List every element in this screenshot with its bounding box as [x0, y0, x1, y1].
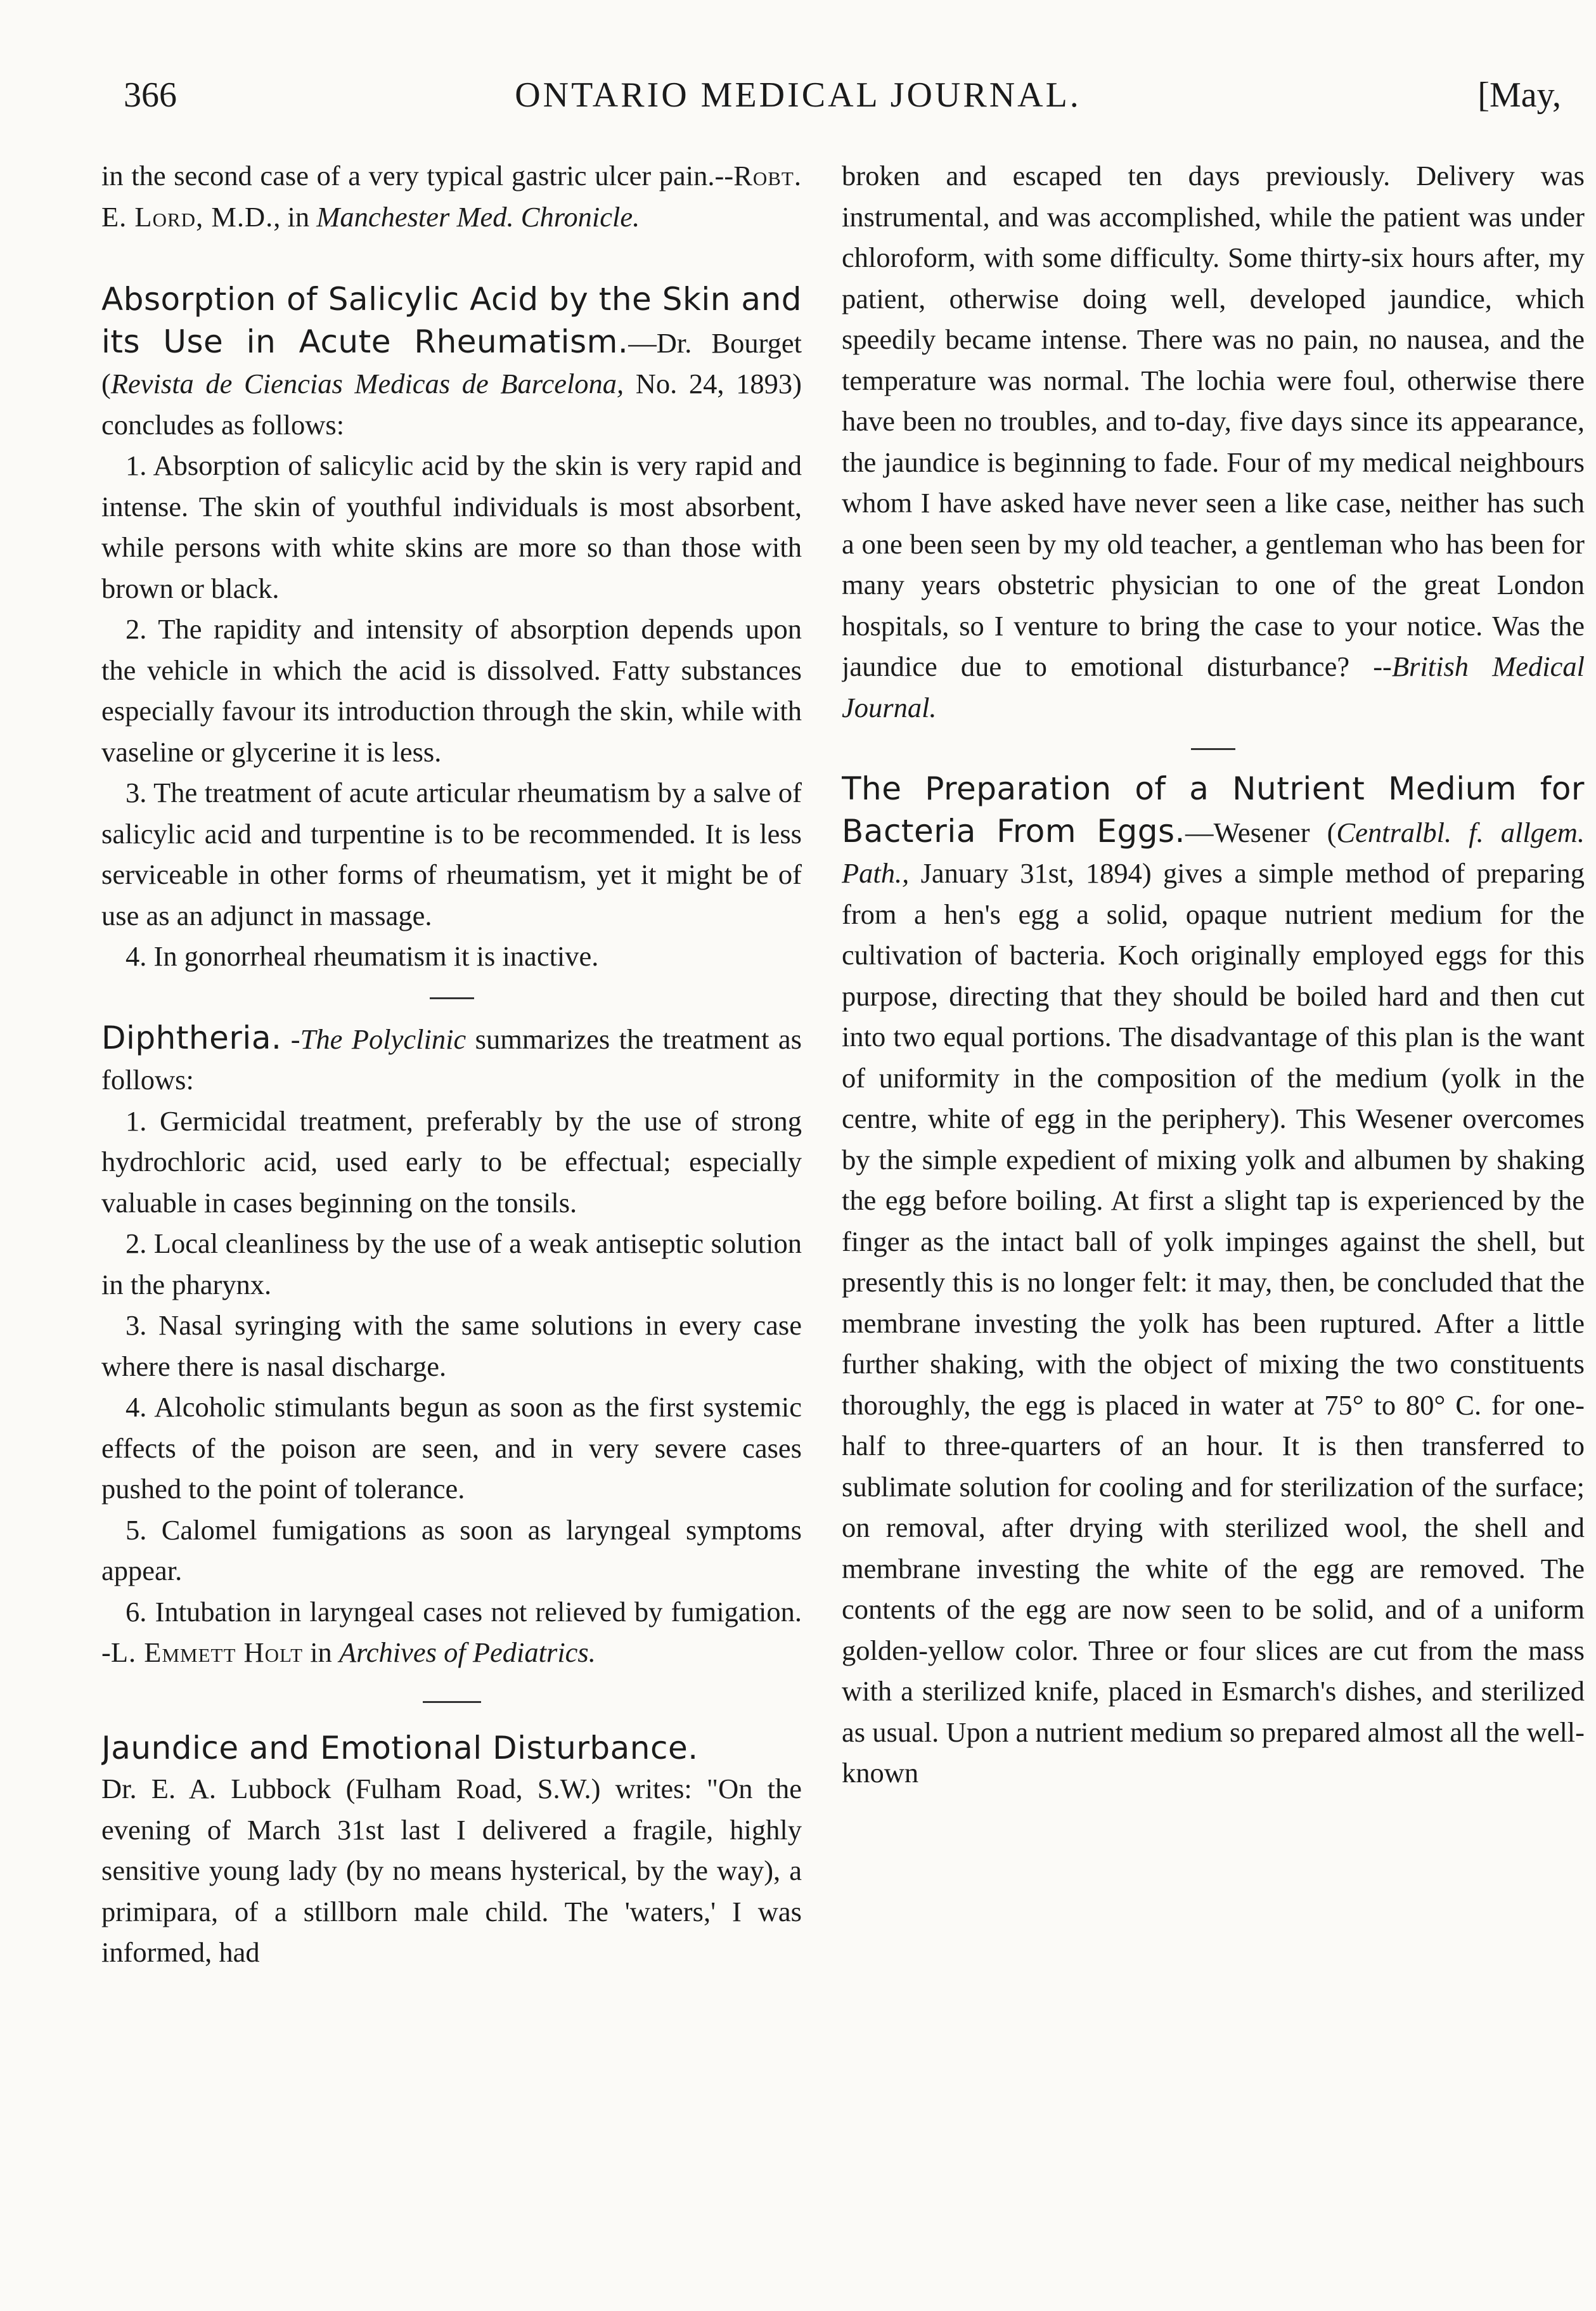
section-heading: Diphtheria. [101, 1019, 282, 1056]
list-item: 4. Alcoholic stimulants begun as soon as the first systemic effects of the poison are seen, and in very severe cases pushed to the point of tolerance. [101, 1391, 802, 1505]
source-citation: Centralbl. f. allgem. Path., [842, 816, 1585, 889]
page-header [0, 75, 1596, 132]
list-item: 1. Germicidal treatment, preferably by the use of strong hydrochloric acid, used early to be effectual; especially valuable in cases beginning on the tonsils. [101, 1104, 802, 1219]
section-heading: Jaundice and Emotional Disturbance. [101, 1729, 698, 1766]
page-number: 366 [124, 75, 177, 115]
section-heading: Absorption of Salicylic Acid by the Skin and its Use in Acute Rheumatism. [101, 281, 802, 360]
left-column [101, 155, 802, 2267]
salicylic-section: Absorption of Salicylic Acid by the Skin and its Use in Acute Rheumatism.—Dr. Bourget (Revista de Ciencias Medicas de Barcelona, No. 24, 1893) concludes as follows: [101, 281, 802, 441]
author-name: L. Emmett Holt [110, 1636, 304, 1668]
source-citation: Archives of Pediatrics. [338, 1636, 596, 1668]
list-item: 2. The rapidity and intensity of absorption depends upon the vehicle in which the acid is dissolved. Fatty substances especially favour its introduction through the skin, while with vaseline or glycerine it is less. [101, 613, 802, 768]
list-item: 1. Absorption of salicylic acid by the skin is very rapid and intense. The skin of youthful individuals is most absorbent, while persons with white skins are more so than those with brown or black. [101, 450, 802, 604]
author-name: Robt. E. Lord, M.D. [101, 160, 802, 233]
list-item: 3. The treatment of acute articular rheumatism by a salve of salicylic acid and turpentine is to be recommended. It is less serviceable in other forms of rheumatism, yet it might be of use as an adjunct in massage. [101, 777, 802, 931]
source-citation: Manchester Med. Chronicle. [316, 200, 640, 233]
section-heading: The Preparation of a Nutrient Medium for Bacteria From Eggs. [842, 770, 1585, 850]
section-divider [101, 977, 802, 1018]
diphtheria-section: Diphtheria. -The Polyclinic summarizes the treatment as follows: [101, 1019, 802, 1096]
list-item: 2. Local cleanliness by the use of a weak antiseptic solution in the pharynx. [101, 1227, 802, 1300]
section-divider [101, 1673, 802, 1728]
jaundice-continued: broken and escaped ten days previously. Delivery was instrumental, and was accomplished, while the patient was under chloroform, with some difficulty. Some thirty-six hours after, my patient, otherwise doing well, developed jaundice, which speedily became intense. There was no pain, no nausea, and the temperature was normal. The lochia were foul, otherwise there have been no troubles, and to-day, five days since its appearance, the jaundice is beginning to fade. Four of my medical neighbours whom I have asked have never seen a like case, neither has such a one been seen by my old teacher, a gentleman who has been for many years obstetric physician to one of the great London hospitals, so I venture to bring the case to your notice. Was the jaundice due to emotional disturbance? --British Medical Journal. [842, 160, 1585, 723]
list-item: 6. Intubation in laryngeal cases not relieved by fumigation. -L. Emmett Holt in Archives of Pediatrics. [101, 1595, 802, 1668]
source-citation: Revista de Ciencias Medicas de Barcelona, [110, 368, 624, 399]
list-item: 4. In gonorrheal rheumatism it is inactive. [125, 940, 599, 972]
source-citation: The Polyclinic [300, 1023, 467, 1055]
right-column [842, 155, 1585, 2267]
section-divider [842, 728, 1585, 768]
nutrient-section: The Preparation of a Nutrient Medium for Bacteria From Eggs.—Wesener (Centralbl. f. allgem. Path., January 31st, 1894) gives a simple method of preparing from a hen's egg a solid, opaque nutrient medium for the cultivation of bacteria. Koch originally employed eggs for this purpose, directing that they should be boiled hard and then cut into two equal portions. The disadvantage of this plan is the want of uniformity in the composition of the medium (yolk in the centre, white of egg in the periphery). This Wesener overcomes by the simple expedient of mixing yolk and albumen by shaking the egg before boiling. At first a slight tap is experienced by the finger as the intact ball of yolk impinges against the shell, but presently this is no longer felt: it may, then, be concluded that the membrane investing the yolk has been ruptured. After a little further shaking, with the object of mixing the two constituents thoroughly, the egg is placed in water at 75° to 80° C. for one-half to three-quarters of an hour. It is then transferred to sublimate solution for cooling and for sterilization of the surface; on removal, after drying with sterilized wool, the shell and membrane investing the white of the egg are removed. The contents of the egg are now seen to be solid, and of a uniform golden-yellow color. Three or four slices are cut from the mass with a sterilized knife, placed in Esmarch's dishes, and sterilized as usual. Upon a nutrient medium so prepared almost all the well-known [842, 770, 1585, 1789]
list-item: 5. Calomel fumigations as soon as laryngeal symptoms appear. [101, 1513, 802, 1586]
header-month: [May, [1477, 75, 1561, 115]
list-item: 3. Nasal syringing with the same solutions in every case where there is nasal discharge. [101, 1309, 802, 1382]
jaundice-paragraph: Dr. E. A. Lubbock (Fulham Road, S.W.) writes: "On the evening of March 31st last I delivered a fragile, highly sensitive young lady (by no means hysterical, by the way), a primipara, of a stillborn male child. The 'waters,' I was informed, had [101, 1773, 802, 1968]
source-citation: British Medical Journal. [842, 651, 1585, 723]
journal-title: ONTARIO MEDICAL JOURNAL. [515, 75, 1081, 115]
continued-paragraph: in the second case of a very typical gastric ulcer pain.--Robt. E. Lord, M.D., in Manchester Med. Chronicle. [101, 160, 802, 233]
